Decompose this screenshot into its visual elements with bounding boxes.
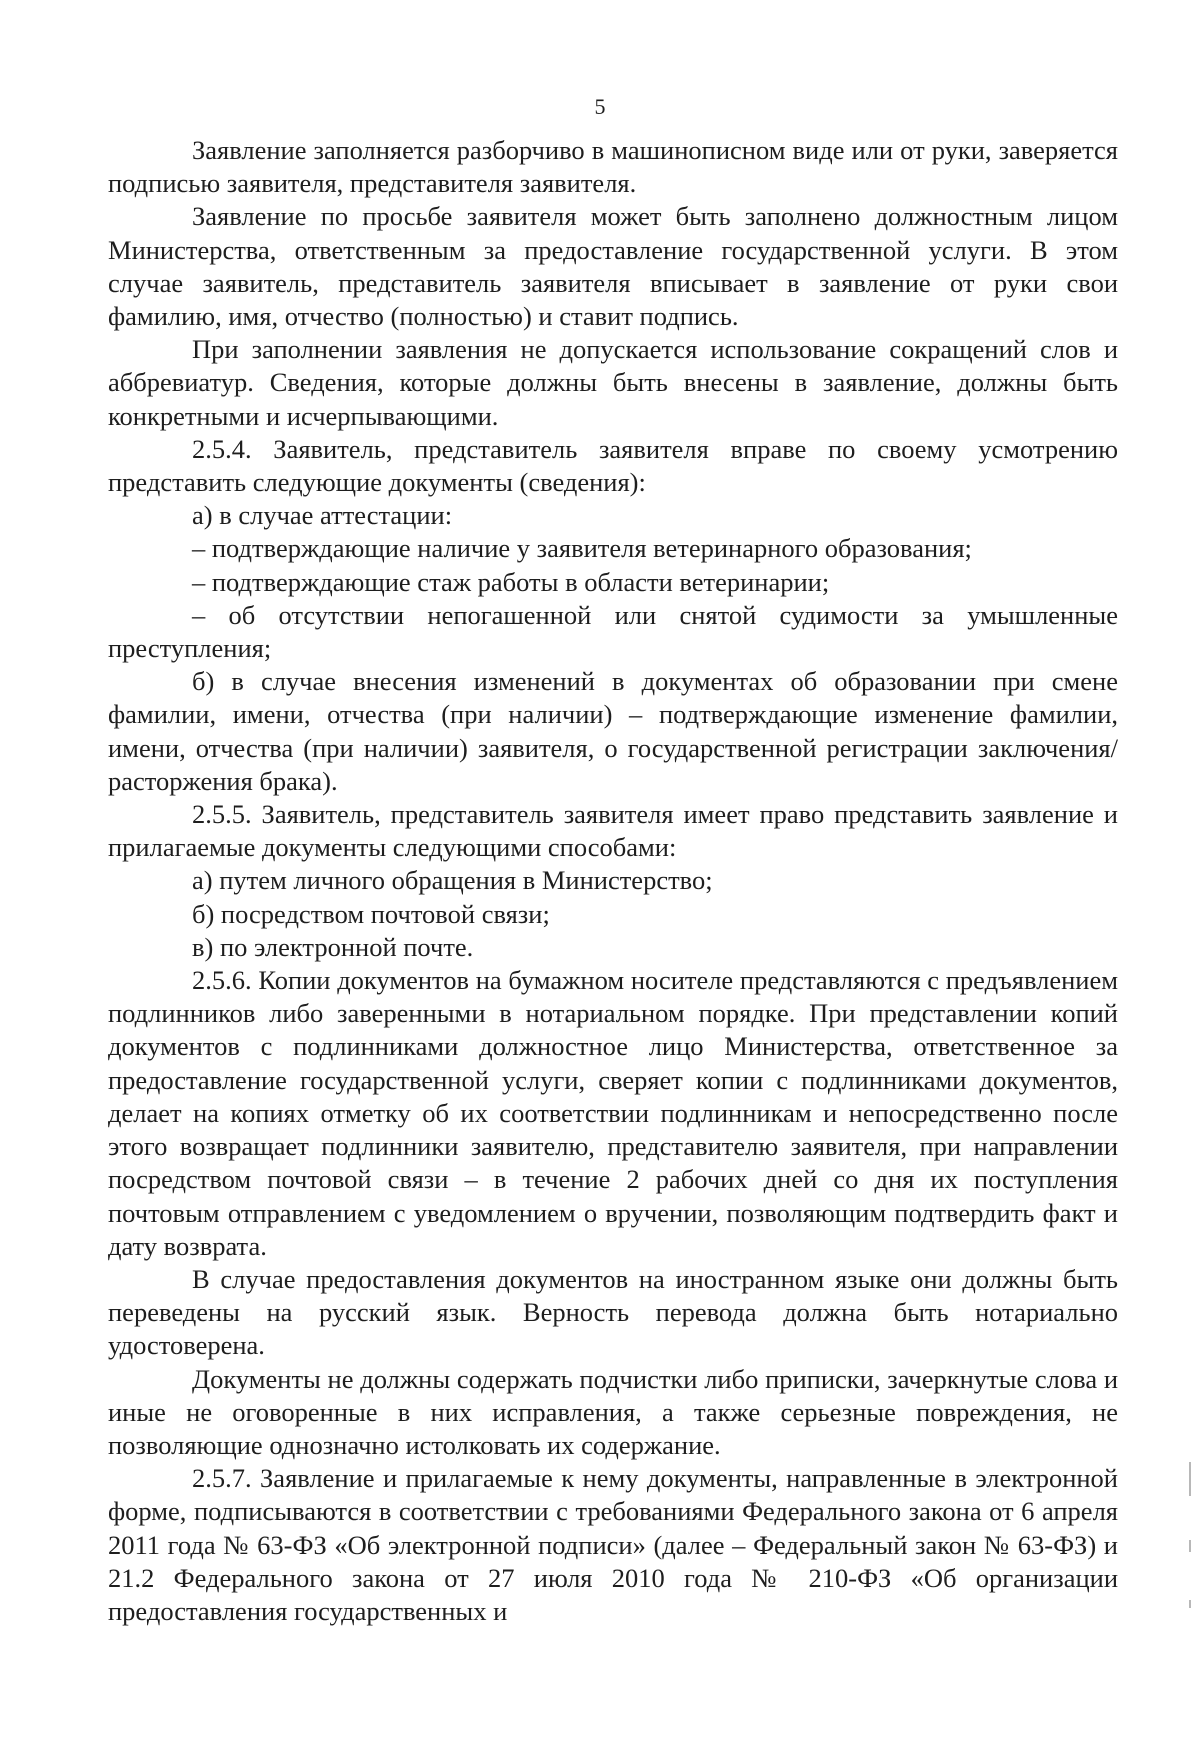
paragraph-foreign-language: В случае предоставления документов на иностранном языке они должны быть переведены на русский язык. Верность перевода должна быть нотариально удостоверена.: [108, 1263, 1118, 1361]
list-item-email: в) по электронной почте.: [192, 931, 474, 962]
page-number: 5: [594, 94, 606, 119]
paragraph-filled-by-official: Заявление по просьбе заявителя может быть заполнено должностным лицом Министерства, ответственным за предоставление государственной услуги. В этом случае заявитель, представитель заявителя вписывает в заявление от руки свои фамилию, имя, отчество (полностью) и ставит подпись.: [108, 201, 1118, 332]
list-item-personal-visit: а) путем личного обращения в Министерство;: [192, 865, 713, 896]
list-item-no-criminal-record: – об отсутствии непогашенной или снятой судимости за умышленные преступления;: [108, 599, 1118, 664]
list-item-postal: б) посредством почтовой связи;: [192, 898, 550, 929]
list-item-work-experience: – подтверждающие стаж работы в области ветеринарии;: [192, 566, 830, 597]
scan-edge-mark: [1189, 1462, 1191, 1496]
paragraph-2-5-7: 2.5.7. Заявление и прилагаемые к нему документы, направленные в электронной форме, подписываются в соответствии с требованиями Федерального закона от 6 апреля 2011 года № 63-ФЗ «Об электронной подписи» (далее – Федеральный закон № 63-ФЗ) и 21.2 Федерального закона от 27 июля 2010 года № 210-ФЗ «Об организации предоставления государственных и: [108, 1463, 1118, 1626]
list-item-name-change: б) в случае внесения изменений в документах об образовании при смене фамилии, имени, отчества (при наличии) – подтверждающие изменение фамилии, имени, отчества (при наличии) заявителя, о государственной регистрации заключения/расторжения брака).: [108, 666, 1118, 796]
list-item-attestation: а) в случае аттестации:: [192, 500, 453, 531]
paragraph-2-5-6: 2.5.6. Копии документов на бумажном носителе представляются с предъявлением подлинников либо заверенными в нотариальном порядке. При представлении копий документов с подлинниками должностное лицо Министерства, ответственное за предоставление государственной услуги, сверяет копии с подлинниками документов, делает на копиях отметку об их соответствии подлинникам и непосредственно после этого возвращает подлинники заявителю, представителю заявителя, при направлении посредством почтовой связи – в течение 2 рабочих дней со дня их поступления почтовым отправлением с уведомлением о вручении, позволяющим подтвердить факт и дату возврата.: [108, 965, 1118, 1261]
paragraph-application-filling: Заявление заполняется разборчиво в машинописном виде или от руки, заверяется подписью заявителя, представителя заявителя.: [108, 135, 1118, 199]
paragraph-2-5-4: 2.5.4. Заявитель, представитель заявителя вправе по своему усмотрению представить следующие документы (сведения):: [108, 433, 1118, 498]
paragraph-no-corrections: Документы не должны содержать подчистки либо приписки, зачеркнутые слова и иные не оговоренные в них исправления, а также серьезные повреждения, не позволяющие однозначно истолковать их содержание.: [108, 1363, 1118, 1460]
document-body: [108, 134, 1118, 1628]
paragraph-no-abbreviations: При заполнении заявления не допускается использование сокращений слов и аббревиатур. Сведения, которые должны быть внесены в заявление, должны быть конкретными и исчерпывающими.: [108, 334, 1118, 431]
scan-edge-mark: [1189, 1600, 1191, 1608]
paragraph-2-5-5: 2.5.5. Заявитель, представитель заявителя имеет право представить заявление и прилагаемые документы следующими способами:: [108, 799, 1118, 863]
scan-edge-mark: [1189, 1540, 1191, 1552]
list-item-education: – подтверждающие наличие у заявителя ветеринарного образования;: [192, 533, 972, 564]
